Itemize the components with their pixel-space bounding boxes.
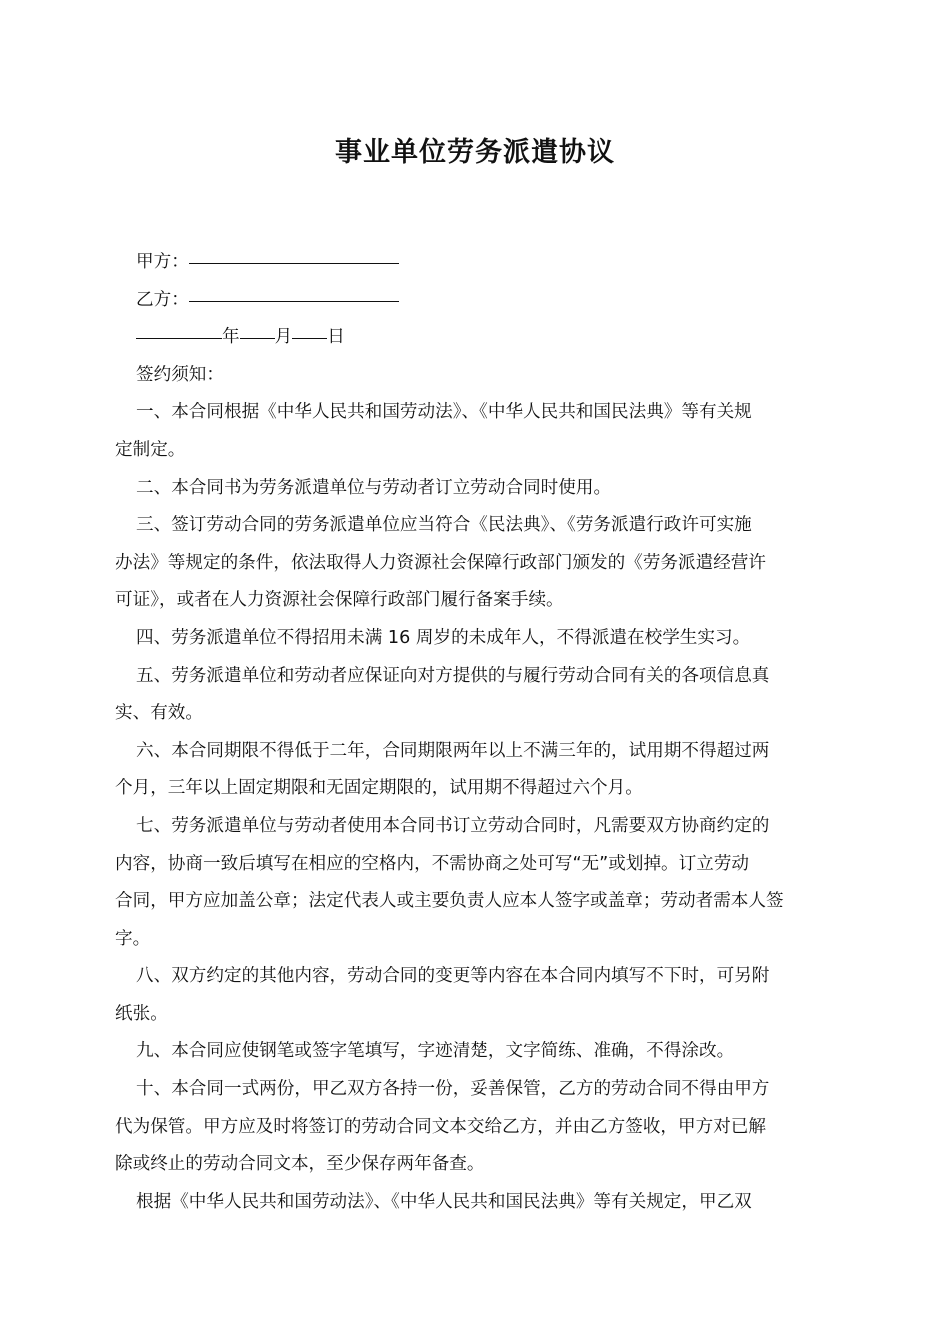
month-label: 月 bbox=[274, 327, 293, 348]
clause-5-line-2: 实、有效。 bbox=[115, 703, 203, 724]
clause-3-line-2: 办法》等规定的条件，依法取得人力资源社会保障行政部门颁发的《劳务派遣经营许 bbox=[115, 552, 766, 573]
preamble-line-1: 根据《中华人民共和国劳动法》、《中华人民共和国民法典》等有关规定，甲乙双 bbox=[136, 1191, 752, 1212]
party-b-line bbox=[115, 282, 837, 320]
date-line bbox=[115, 319, 837, 357]
clause-4-line-1: 四、劳务派遣单位不得招用未满 16 周岁的未成年人，不得派遣在校学生实习。 bbox=[136, 627, 751, 648]
clause-7-line-1: 七、劳务派遣单位与劳动者使用本合同书订立劳动合同时，凡需要双方协商约定的 bbox=[136, 815, 770, 836]
notice-heading: 签约须知： bbox=[136, 364, 224, 385]
day-blank bbox=[292, 319, 327, 339]
clause-1-line-2: 定制定。 bbox=[115, 439, 186, 460]
clause-5-line-1: 五、劳务派遣单位和劳动者应保证向对方提供的与履行劳动合同有关的各项信息真 bbox=[136, 665, 770, 686]
clause-9-line-1: 九、本合同应使钢笔或签字笔填写，字迹清楚，文字简练、准确，不得涂改。 bbox=[136, 1041, 735, 1062]
document-body bbox=[115, 244, 837, 1221]
page-title: 事业单位劳务派遣协议 bbox=[335, 137, 615, 168]
party-a-label: 甲方： bbox=[136, 252, 189, 272]
clause-1-line-1: 一、本合同根据《中华人民共和国劳动法》、《中华人民共和国民法典》等有关规 bbox=[136, 402, 752, 423]
clause-7-line-2: 内容，协商一致后填写在相应的空格内，不需协商之处可写“无”或划掉。订立劳动 bbox=[115, 853, 750, 874]
clause-3-line-3: 可证》，或者在人力资源社会保障行政部门履行备案手续。 bbox=[115, 590, 564, 611]
clause-8-line-1: 八、双方约定的其他内容，劳动合同的变更等内容在本合同内填写不下时，可另附 bbox=[136, 966, 770, 987]
clause-7-line-4: 字。 bbox=[115, 928, 151, 949]
clause-6-line-1: 六、本合同期限不得低于二年，合同期限两年以上不满三年的，试用期不得超过两 bbox=[136, 740, 770, 761]
clause-8-line-2: 纸张。 bbox=[115, 1003, 168, 1024]
clause-6-line-2: 个月，三年以上固定期限和无固定期限的，试用期不得超过六个月。 bbox=[115, 778, 643, 799]
party-a-blank bbox=[189, 244, 399, 264]
year-blank bbox=[136, 319, 222, 339]
clause-10-line-3: 除或终止的劳动合同文本，至少保存两年备查。 bbox=[115, 1154, 485, 1175]
clause-3-line-1: 三、签订劳动合同的劳务派遣单位应当符合《民法典》、《劳务派遣行政许可实施 bbox=[136, 515, 752, 536]
party-a-line bbox=[115, 244, 837, 282]
clause-7-line-3: 合同，甲方应加盖公章；法定代表人或主要负责人应本人签字或盖章；劳动者需本人签 bbox=[115, 891, 784, 912]
party-b-label: 乙方： bbox=[136, 289, 189, 310]
clause-10-line-2: 代为保管。甲方应及时将签订的劳动合同文本交给乙方，并由乙方签收，甲方对已解 bbox=[115, 1116, 766, 1137]
party-b-blank bbox=[189, 282, 399, 302]
clause-2-line-1: 二、本合同书为劳务派遣单位与劳动者订立劳动合同时使用。 bbox=[136, 477, 612, 498]
month-blank bbox=[240, 319, 275, 339]
clause-10-line-1: 十、本合同一式两份，甲乙双方各持一份，妥善保管，乙方的劳动合同不得由甲方 bbox=[136, 1079, 770, 1100]
year-label: 年 bbox=[222, 327, 240, 348]
day-label: 日 bbox=[327, 327, 345, 348]
